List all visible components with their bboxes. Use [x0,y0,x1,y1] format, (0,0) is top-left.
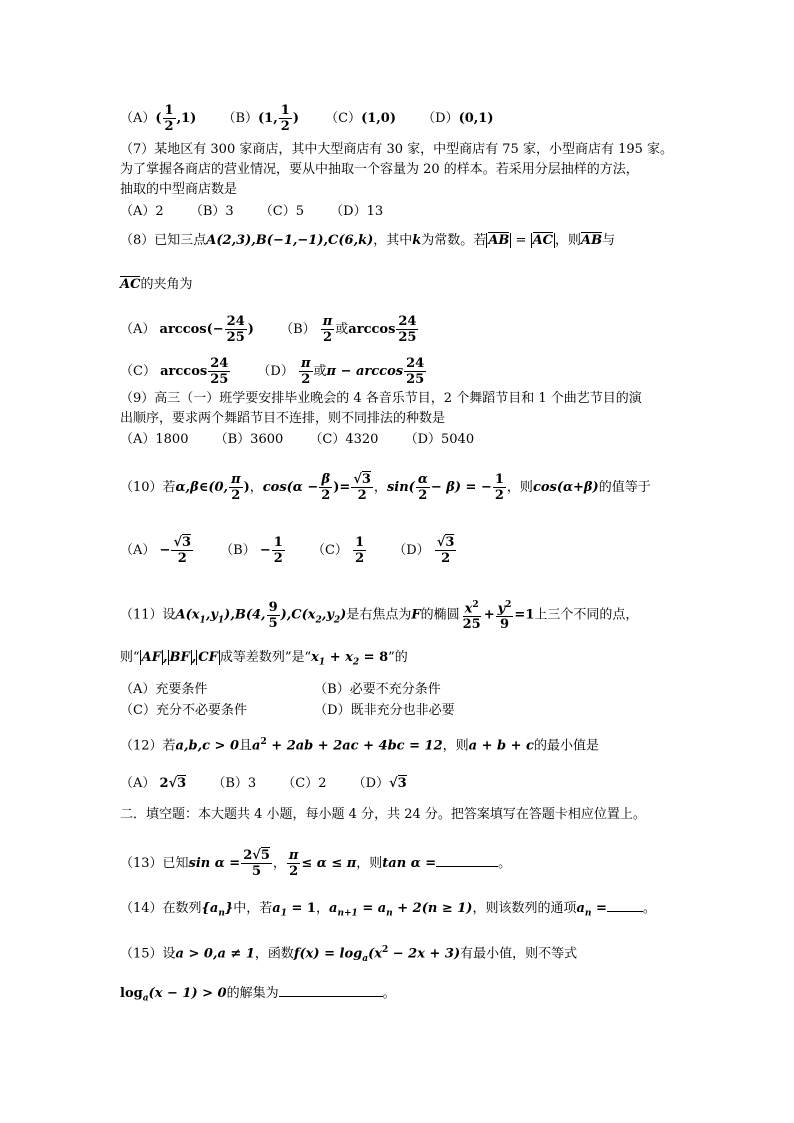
q10-option-b: （B） − $\frac{1}{2}$ [220,535,283,566]
q9-option-b: （B）3600 [214,432,284,447]
q9-options [120,431,496,449]
q15-stem: （15）设a > 0,a ≠ 1，函数$f(x) = \log_a(x^2 - 2x + 3)$有最小值，则不等式 [120,945,578,964]
q9-option-a: （A）1800 [120,432,189,447]
q12-option-d: （D）√3 [352,776,407,791]
q7-option-b: （B）3 [189,204,234,219]
q12-options [120,775,429,793]
q9-option-c: （C）4320 [309,432,379,447]
q8-stem-cont: AC的夹角为 [120,277,193,292]
q14-answer-blank[interactable] [607,899,643,912]
q8-options-cd [120,356,449,387]
q11-options-cd [120,702,504,720]
q7-option-d: （D）13 [330,204,384,219]
q10-stem: （10）若α,β∈(0, $\frac{\pi}{2}$ )，cos(α − $\frac{\beta}{2}$ )= $\frac{√3}{2}$ ，sin( $\frac{\alpha}{2}$ − β) = − $\frac{1}{2}$ ，则cos(α+β)的值等于 [120,472,651,503]
q8-option-c: （C） arccos $\frac{24}{25}$ [120,356,229,387]
q11-option-d: （D）既非充分也非必要 [314,703,455,718]
q8-stem: （8）已知三点A(2,3),B(−1,−1),C(6,k)，其中k为常数。若 AB = AC ，则AB与 [120,233,616,248]
q7-line3: 抽取的中型商店数是 [120,182,238,197]
q15-answer-blank[interactable] [279,984,383,997]
q10-options [120,535,479,566]
q11-option-b: （B）必要不充分条件 [314,682,441,697]
q10-option-a: （A） − $\frac{√3}{2}$ [120,535,192,566]
q7-option-a: （A）2 [120,204,164,219]
q6-option-a: （A）( $\frac{1}{2}$ ,1) [120,103,197,134]
q6-option-c: （C）(1,0) [325,111,396,126]
q11-option-a: （A）充要条件 [120,682,208,697]
q9-option-d: （D）5040 [404,432,475,447]
q10-option-d: （D） $\frac{√3}{2}$ [393,535,455,566]
section-2-heading: 二．填空题：本大题共 4 小题，每小题 4 分，共 24 分。把答案填写在答题卡相应位置上。 [120,807,646,822]
q11-condition: 则“ AF , BF , CF 成等差数列”是“$x_1 + x_2 = 8$”的 [120,650,408,668]
q11-options-ab [120,681,504,699]
q7-options [120,203,405,221]
q9-line2: 出顺序，要求两个舞蹈节目不连排，则不同排法的种数是 [120,411,446,426]
q7-line1: （7）某地区有 300 家商店，其中大型商店有 30 家，中型商店有 75 家，小型商店有 195 家。 [120,142,674,157]
q13-stem: （13）已知sin α = $\frac{2√5}{5}$ ， $\frac{\pi}{2}$ ≤ α ≤ π，则tan α = 。 [120,848,512,879]
q12-option-b: （B）3 [212,776,257,791]
q6-options [120,103,515,134]
q11-stem: （11）设$A(x_1,y_1),B(4$, $\frac{9}{5}$ )$,C(x_2,y_2)$是右焦点为F的椭圆 $\frac{x^2}{25}$ + $\frac{y^2}{9}$ =1上三个不同的点， [120,599,639,633]
q7-option-c: （C）5 [259,204,304,219]
q7-line2: 为了掌握各商店的营业情况，要从中抽取一个容量为 20 的样本。若采用分层抽样的方法， [120,162,639,177]
q8-options-ab [120,314,441,345]
q10-option-c: （C） $\frac{1}{2}$ [311,535,365,566]
q8-option-a: （A） arccos(− $\frac{24}{25}$ ) [120,314,254,345]
q8-option-d: （D） $\frac{\pi}{2}$ 或π − arccos $\frac{24}{25}$ [257,356,425,387]
q6-option-d: （D）(0,1) [422,111,494,126]
q14-stem: （14）在数列$\{a_n\}$中，若$a_1 = 1$，$a_{n+1} = a_n + 2(n \ge 1)$，则该数列的通项$a_n$ = 。 [120,901,656,919]
q6-option-b: （B）(1, $\frac{1}{2}$ ) [222,103,299,134]
q12-stem: （12）若a,b,c > 0且$a^2 + 2ab + 2ac + 4bc = 12$，则a + b + c的最小值是 [120,737,599,754]
q15-inequality: $\log_a(x - 1) > 0$的解集为 。 [120,986,396,1004]
q13-answer-blank[interactable] [436,854,498,867]
q11-option-c: （C）充分不必要条件 [120,703,247,718]
q12-option-c: （C）2 [282,776,327,791]
q12-option-a: （A） 2√3 [120,776,187,791]
q8-option-b: （B） $\frac{\pi}{2}$ 或arccos $\frac{24}{25}$ [280,314,417,345]
q9-line1: （9）高三（一）班学要安排毕业晚会的 4 各音乐节目，2 个舞蹈节目和 1 个曲艺节目的演 [120,391,642,406]
